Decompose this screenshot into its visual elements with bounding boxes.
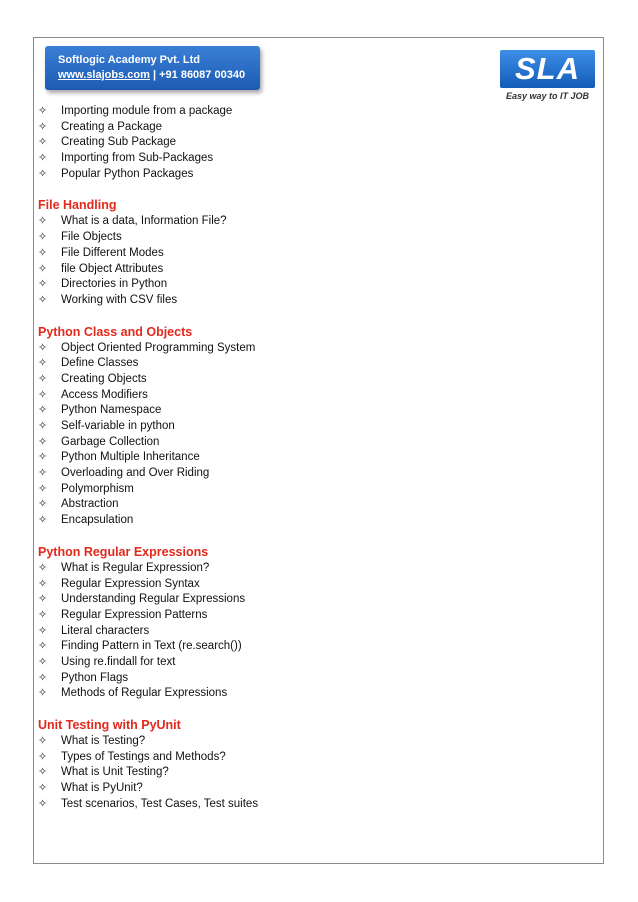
topic-label: Garbage Collection	[61, 435, 160, 448]
topic-item	[38, 592, 578, 608]
section-spacer	[38, 702, 578, 717]
sparkle-bullet-icon: ✧	[38, 514, 48, 527]
topic-label: Encapsulation	[61, 514, 134, 527]
topic-item	[38, 497, 578, 513]
topic-list	[38, 214, 578, 308]
topic-item	[38, 372, 578, 388]
topic-item	[38, 513, 578, 529]
topic-label: Python Namespace	[61, 404, 162, 417]
topic-item	[38, 608, 578, 624]
sparkle-bullet-icon: ✧	[38, 420, 48, 432]
topic-label: Python Multiple Inheritance	[61, 451, 200, 464]
topic-item	[38, 561, 578, 577]
topic-list	[38, 561, 578, 702]
topic-label: Python Flags	[61, 671, 129, 684]
section-spacer	[38, 529, 578, 544]
topic-label: Access Modifiers	[61, 388, 148, 401]
topic-label: Self-variable in python	[61, 420, 175, 432]
contact-line	[58, 68, 260, 83]
topic-label: Creating Objects	[61, 372, 147, 385]
sparkle-bullet-icon: ✧	[38, 608, 48, 621]
topic-label: Popular Python Packages	[61, 167, 194, 180]
topic-label: Importing module from a package	[61, 105, 233, 117]
sparkle-bullet-icon: ✧	[38, 215, 48, 228]
company-banner	[45, 46, 260, 90]
sparkle-bullet-icon: ✧	[38, 404, 48, 417]
sparkle-bullet-icon: ✧	[38, 593, 48, 606]
topic-label: Literal characters	[61, 624, 150, 637]
contact-separator: |	[149, 69, 160, 81]
topic-label: Understanding Regular Expressions	[61, 593, 246, 606]
sparkle-bullet-icon: ✧	[38, 278, 48, 291]
topic-label: File Objects	[61, 231, 122, 244]
phone-number: +91 86087 00340	[159, 69, 246, 81]
topic-label: Creating a Package	[61, 120, 163, 133]
topic-label: Regular Expression Patterns	[61, 608, 208, 621]
section-heading: Unit Testing with PyUnit	[38, 718, 181, 732]
sparkle-bullet-icon: ✧	[38, 293, 48, 306]
sparkle-bullet-icon: ✧	[38, 231, 48, 244]
logo-tagline: Easy way to IT JOB	[505, 91, 590, 101]
topic-item	[38, 104, 578, 120]
topic-item	[38, 671, 578, 687]
topic-item	[38, 356, 578, 372]
sparkle-bullet-icon: ✧	[38, 797, 48, 810]
topic-label: What is Regular Expression?	[61, 561, 210, 574]
topic-item	[38, 403, 578, 419]
topic-item	[38, 781, 578, 797]
syllabus-section	[38, 104, 578, 182]
syllabus-content	[38, 104, 578, 812]
sparkle-bullet-icon: ✧	[38, 120, 48, 133]
topic-label: What is Testing?	[61, 735, 146, 747]
sparkle-bullet-icon: ✧	[38, 262, 48, 275]
sparkle-bullet-icon: ✧	[38, 105, 48, 117]
sparkle-bullet-icon: ✧	[38, 357, 48, 370]
topic-item	[38, 482, 578, 498]
topic-label: Types of Testings and Methods?	[61, 750, 226, 763]
topic-item	[38, 466, 578, 482]
section-heading: Python Regular Expressions	[38, 544, 209, 559]
syllabus-section	[38, 544, 578, 702]
sparkle-bullet-icon: ✧	[38, 388, 48, 401]
topic-item	[38, 293, 578, 309]
topic-item	[38, 388, 578, 404]
topic-label: Importing from Sub-Packages	[61, 152, 214, 165]
topic-label: file Object Attributes	[61, 262, 164, 275]
topic-list	[38, 734, 578, 812]
syllabus-section	[38, 324, 578, 529]
sparkle-bullet-icon: ✧	[38, 482, 48, 495]
topic-item	[38, 262, 578, 278]
topic-label: Regular Expression Syntax	[61, 577, 200, 590]
section-spacer	[38, 309, 578, 324]
topic-label: Methods of Regular Expressions	[61, 687, 228, 700]
sparkle-bullet-icon: ✧	[38, 766, 48, 779]
logo-badge	[500, 50, 595, 88]
topic-item	[38, 214, 578, 230]
topic-label: What is Unit Testing?	[61, 766, 169, 779]
sparkle-bullet-icon: ✧	[38, 136, 48, 149]
topic-list	[38, 104, 578, 182]
syllabus-section	[38, 197, 578, 308]
sla-logo	[500, 50, 595, 103]
topic-item	[38, 797, 578, 813]
sparkle-bullet-icon: ✧	[38, 467, 48, 480]
topic-label: What is PyUnit?	[61, 782, 143, 795]
topic-item	[38, 765, 578, 781]
topic-item	[38, 686, 578, 702]
topic-label: What is a data, Information File?	[61, 215, 227, 228]
sparkle-bullet-icon: ✧	[38, 577, 48, 590]
topic-item	[38, 639, 578, 655]
topic-item	[38, 750, 578, 766]
sparkle-bullet-icon: ✧	[38, 167, 48, 180]
topic-item	[38, 151, 578, 167]
sparkle-bullet-icon: ✧	[38, 341, 48, 354]
topic-label: Overloading and Over Riding	[61, 467, 210, 480]
sparkle-bullet-icon: ✧	[38, 655, 48, 668]
topic-item	[38, 624, 578, 640]
sparkle-bullet-icon: ✧	[38, 152, 48, 165]
topic-item	[38, 167, 578, 183]
sparkle-bullet-icon: ✧	[38, 687, 48, 700]
topic-item	[38, 655, 578, 671]
topic-item	[38, 341, 578, 357]
topic-label: Working with CSV files	[61, 293, 178, 306]
topic-item	[38, 135, 578, 151]
sparkle-bullet-icon: ✧	[38, 435, 48, 448]
topic-label: Directories in Python	[61, 278, 168, 291]
sparkle-bullet-icon: ✧	[38, 640, 48, 653]
syllabus-section	[38, 717, 578, 812]
topic-label: Define Classes	[61, 357, 139, 370]
topic-item	[38, 419, 578, 435]
sparkle-bullet-icon: ✧	[38, 372, 48, 385]
website-link[interactable]: www.slajobs.com	[58, 69, 150, 81]
topic-label: File Different Modes	[61, 246, 164, 259]
sparkle-bullet-icon: ✧	[38, 561, 48, 574]
topic-label: Creating Sub Package	[61, 136, 177, 149]
topic-label: Abstraction	[61, 498, 119, 511]
sparkle-bullet-icon: ✧	[38, 735, 48, 747]
topic-item	[38, 435, 578, 451]
topic-item	[38, 450, 578, 466]
sparkle-bullet-icon: ✧	[38, 671, 48, 684]
topic-item	[38, 577, 578, 593]
topic-label: Using re.findall for text	[61, 655, 176, 668]
section-heading: Python Class and Objects	[38, 324, 193, 339]
sparkle-bullet-icon: ✧	[38, 246, 48, 259]
topic-item	[38, 246, 578, 262]
topic-label: Finding Pattern in Text (re.search())	[61, 640, 242, 653]
topic-item	[38, 120, 578, 136]
sparkle-bullet-icon: ✧	[38, 782, 48, 795]
sparkle-bullet-icon: ✧	[38, 451, 48, 464]
sparkle-bullet-icon: ✧	[38, 750, 48, 763]
logo-letters: SLA	[515, 51, 580, 86]
company-name: Softlogic Academy Pvt. Ltd	[58, 54, 201, 66]
sparkle-bullet-icon: ✧	[38, 498, 48, 511]
topic-item	[38, 734, 578, 750]
sparkle-bullet-icon: ✧	[38, 624, 48, 637]
topic-label: Test scenarios, Test Cases, Test suites	[61, 797, 259, 810]
topic-item	[38, 230, 578, 246]
section-heading: File Handling	[38, 198, 117, 213]
topic-label: Polymorphism	[61, 482, 134, 495]
topic-item	[38, 277, 578, 293]
section-spacer	[38, 182, 578, 197]
topic-label: Object Oriented Programming System	[61, 341, 256, 354]
topic-list	[38, 341, 578, 529]
